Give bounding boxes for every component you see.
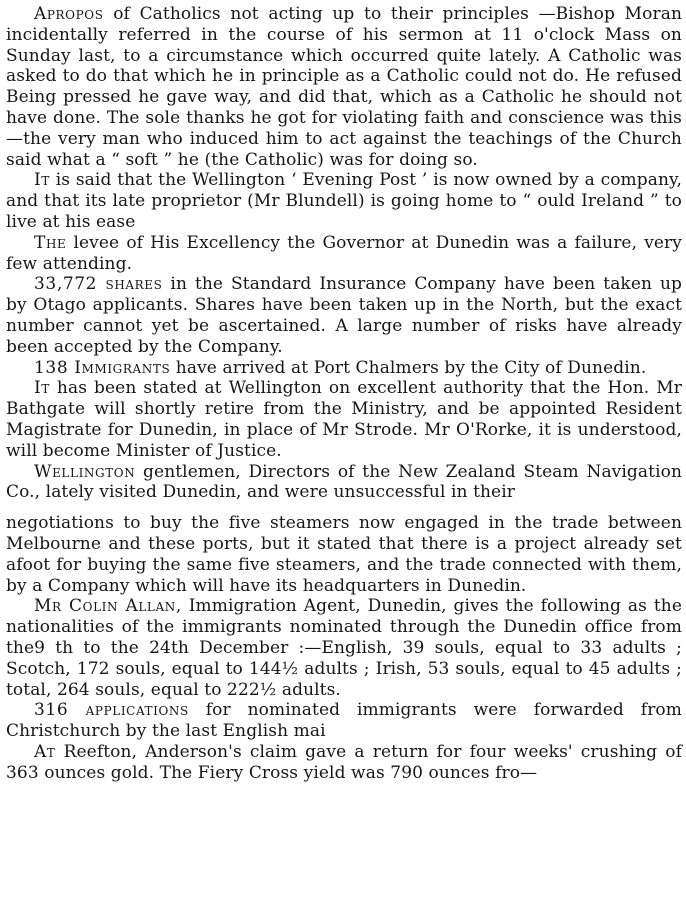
paragraph-levee [6,233,682,275]
paragraph-lead: 316 applications [34,700,189,721]
paragraph-lead: Wellington [34,461,136,482]
paragraph-text: has been stated at Wellington on excellent authority that the Hon. Mr Bathgate will shortly retire from the Ministry, and be appointed Resident Magistrate for Dunedin, in place of Mr Strode. Mr O'Rorke, it is understood, will become Minister of Justice. [6,378,682,461]
paragraph-lead: At [34,741,56,762]
paragraph-bathgate [6,378,682,461]
paragraph-evening-post [6,170,682,232]
paragraph-steam-navigation [6,462,682,504]
paragraph-shares [6,274,682,357]
paragraph-lead: Apropos [34,4,104,24]
paragraph-lead: 138 Immigrants [34,357,171,378]
paragraph-text: levee of His Excellency the Governor at Dunedin was a failure, very few attending. [6,232,682,274]
paragraph-lead: It [34,170,50,191]
paragraph-text: in the Standard Insurance Company have been taken up by Otago applicants. Shares have been taken up in the North, but the exact number cannot yet be ascertained. A large number of risks have already been accepted by the Company. [6,274,683,357]
paragraph-applications [6,700,682,742]
paragraph-steamers-continued [6,513,682,596]
paragraph-text: Immigration Agent, Dunedin, gives the following as the nationalities of the immigrants nominated through the Dunedin office from the9 th to the 24th December :—English, 39 souls, equal to 33 adults ; Scotch, 172 souls, equal to 144½ adults ; Irish, 53 souls, equal to 45 adults ; total, 264 souls, equal to 222½ adults. [6,596,682,700]
paragraph-text: Reefton, Anderson's claim gave a return for four weeks' crushing of 363 ounces gold. The Fiery Cross yield was 790 ounces fro— [6,741,682,783]
paragraph-immigrants [6,358,682,379]
paragraph-colin-allan [6,596,682,700]
paragraph-lead: The [34,232,67,253]
paragraph-text: gentlemen, Directors of the New Zealand Steam Navigation Co., lately visited Dunedin, and were unsuccessful in their [6,461,682,503]
newspaper-column [6,4,682,783]
paragraph-catholics [6,4,682,170]
paragraph-text: have arrived at Port Chalmers by the City of Dunedin. [170,357,647,378]
paragraph-text: is said that the Wellington ‘ Evening Post ’ is now owned by a company, and that its late proprietor (Mr Blundell) is going home to “ ould Ireland ” to live at his ease [6,170,682,232]
paragraph-lead: 33,772 shares [34,274,163,295]
paragraph-text: of Catholics not acting up to their principles —Bishop Moran incidentally referred in the course of his sermon at 11 o'clock Mass on Sunday last, to a circumstance which occurred quite lately. A Catholic was asked to do that which he in principle as a Catholic could not do. He refused Being pressed he gave way, and did that, which as a Catholic he should not have done. The sole thanks he got for violating faith and conscience was this—the very man who induced him to act against the teachings of the Church said what a “ soft ” he (the Catholic) was for doing so. [6,4,682,170]
paragraph-lead: It [34,378,50,399]
paragraph-text: negotiations to buy the five steamers now engaged in the trade between Melbourne and these ports, but it stated that there is a project already set afoot for buying the same five steamers, and the trade connected with them, by a Company which will have its headquarters in Dunedin. [6,513,682,596]
paragraph-text: for nominated immigrants were forwarded from Christchurch by the last English mai [6,700,682,742]
paragraph-reefton [6,742,682,784]
paragraph-lead: Mr Colin Allan, [34,596,182,617]
